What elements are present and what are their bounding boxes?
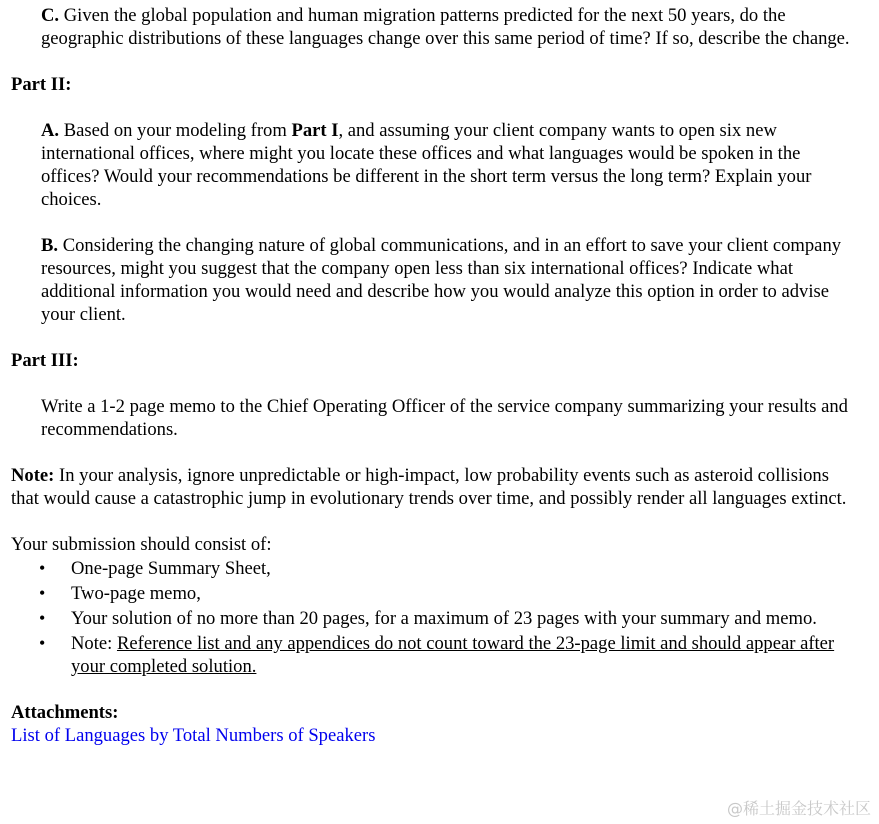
part-i-c-text: Given the global population and human migration patterns predicted for the next 50 years, do the geographic distributions of these languages change over this same period of time? If so, describe the change. xyxy=(41,5,850,49)
part-i-reference: Part I xyxy=(291,120,339,141)
bullet-icon: • xyxy=(39,558,46,578)
part-iii-heading: Part III: xyxy=(11,350,79,371)
part-ii-a-paragraph: A. Based on your modeling from Part I, and assuming your client company wants to open six new international offices, where might you locate these offices and what languages would be spoken in the offices? Would your recommendations be different in the short term versus the long term? Explain your choices. xyxy=(41,120,812,210)
watermark-text: @稀土掘金技术社区 xyxy=(726,799,871,818)
part-ii-a-label: A. xyxy=(41,120,60,141)
note-paragraph: Note: In your analysis, ignore unpredictable or high-impact, low probability events such as asteroid collisions that would cause a catastrophic jump in evolutionary trends over time, and possibly render all languages extinct. xyxy=(11,465,847,509)
bullet-icon: • xyxy=(39,608,46,628)
part-ii-b-label: B. xyxy=(41,235,59,256)
submission-intro: Your submission should consist of: xyxy=(11,534,272,555)
bullet-icon: • xyxy=(39,583,46,603)
list-item: • Your solution of no more than 20 pages, for a maximum of 23 pages with your summary and memo. xyxy=(39,608,817,629)
attachments-list xyxy=(11,724,861,747)
page-limit-note: Reference list and any appendices do not count toward the 23-page limit and should appear after your completed solution. xyxy=(71,633,835,677)
submission-list xyxy=(0,557,879,678)
part-iii-paragraph: Write a 1-2 page memo to the Chief Operating Officer of the service company summarizing your results and recommendations. xyxy=(41,396,848,440)
languages-list-link[interactable]: List of Languages by Total Numbers of Speakers xyxy=(11,725,376,746)
part-ii-heading: Part II: xyxy=(11,74,72,95)
part-ii-b-paragraph: B. Considering the changing nature of global communications, and in an effort to save your client company resources, might you suggest that the company open less than six international offices? Indicate what additional information you would need and describe how you would analyze this option in order to advise your client. xyxy=(41,235,842,325)
list-item: • Two-page memo, xyxy=(39,583,201,604)
bullet-icon: • xyxy=(39,633,46,653)
list-item: • Note: Reference list and any appendices do not count toward the 23-page limit and should appear after your completed solution. xyxy=(39,633,835,677)
part-i-c-label: C. xyxy=(41,5,60,26)
note-label: Note: xyxy=(11,465,55,486)
part-i-c-paragraph xyxy=(41,4,856,50)
list-item: • One-page Summary Sheet, xyxy=(39,558,271,579)
attachments-heading: Attachments: xyxy=(11,702,119,723)
